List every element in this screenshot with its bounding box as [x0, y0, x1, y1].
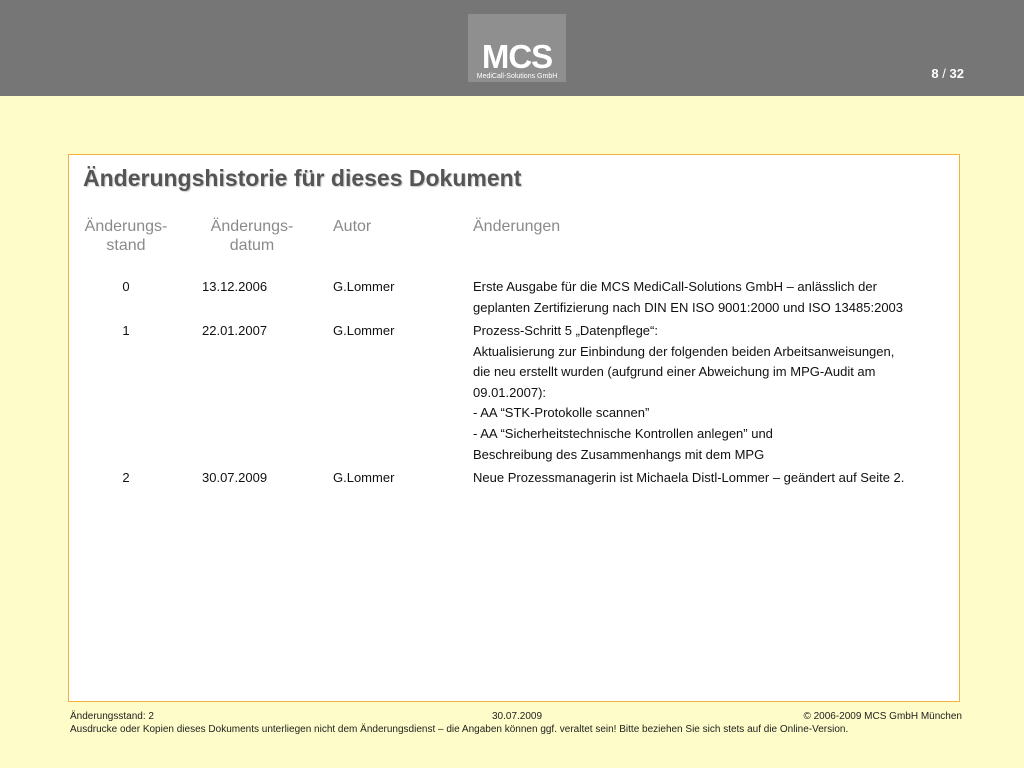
- cell-datum: 22.01.2007: [202, 323, 268, 338]
- page-current: 8: [931, 66, 939, 81]
- cell-autor: G.Lommer: [333, 279, 395, 294]
- change-line: Beschreibung des Zusammenhangs mit dem MPG: [473, 446, 765, 462]
- column-header-aenderungen: Änderungen: [473, 218, 561, 235]
- change-line: geplanten Zertifizierung nach DIN EN ISO 9001:2000 und ISO 13485:2003: [473, 299, 904, 315]
- cell-autor: G.Lommer: [333, 470, 395, 485]
- column-header-autor: Autor: [333, 218, 372, 235]
- cell-aenderungen: [473, 468, 953, 489]
- column-header-stand: [81, 217, 171, 255]
- logo-subtitle: MediCall-Solutions GmbH: [476, 73, 558, 80]
- change-line: - AA “STK-Protokolle scannen”: [473, 405, 650, 421]
- footer-revision: Änderungsstand: 2: [70, 711, 154, 722]
- cell-autor: G.Lommer: [333, 323, 395, 338]
- change-line: Erste Ausgabe für die MCS MediCall-Solutions GmbH – anlässlich der: [473, 279, 877, 294]
- column-header-datum: [202, 217, 302, 255]
- header-bar: [0, 0, 1024, 96]
- page-total: 32: [949, 66, 964, 81]
- change-line: - AA “Sicherheitstechnische Kontrollen anlegen” und: [473, 425, 773, 441]
- cell-stand: 1: [122, 323, 130, 338]
- column-header-line: Änderungs-: [84, 218, 168, 235]
- change-line: Prozess-Schritt 5 „Datenpflege“:: [473, 323, 658, 338]
- footer-copyright: © 2006-2009 MCS GmbH München: [803, 711, 962, 722]
- cell-datum: 30.07.2009: [202, 470, 268, 485]
- change-line: 09.01.2007):: [473, 384, 547, 400]
- cell-stand: 2: [122, 470, 130, 485]
- footer-note: Ausdrucke oder Kopien dieses Dokuments unterliegen nicht dem Änderungsdienst – die Angaben können ggf. veraltet sein! Bitte beziehen Sie sich stets auf die Online-Version.: [70, 724, 849, 735]
- mcs-logo: [468, 14, 566, 82]
- cell-aenderungen: [473, 277, 953, 318]
- change-line: Neue Prozessmanagerin ist Michaela Distl-Lommer – geändert auf Seite 2.: [473, 470, 905, 485]
- footer-date: 30.07.2009: [492, 711, 543, 722]
- page-separator: /: [942, 66, 946, 81]
- change-line: Aktualisierung zur Einbindung der folgenden beiden Arbeitsanweisungen,: [473, 343, 895, 359]
- change-line: die neu erstellt wurden (aufgrund einer Abweichung im MPG-Audit am: [473, 364, 876, 380]
- logo-text: MCS: [481, 38, 553, 75]
- cell-aenderungen: [473, 321, 953, 465]
- column-header-line: stand: [106, 237, 146, 254]
- content-panel: [68, 154, 960, 702]
- page-title: Änderungshistorie für dieses Dokument: [83, 165, 522, 191]
- page-number: [931, 66, 964, 81]
- cell-datum: 13.12.2006: [202, 279, 268, 294]
- column-header-line: datum: [229, 237, 275, 254]
- cell-stand: 0: [122, 279, 130, 294]
- column-header-line: Änderungs-: [210, 218, 294, 235]
